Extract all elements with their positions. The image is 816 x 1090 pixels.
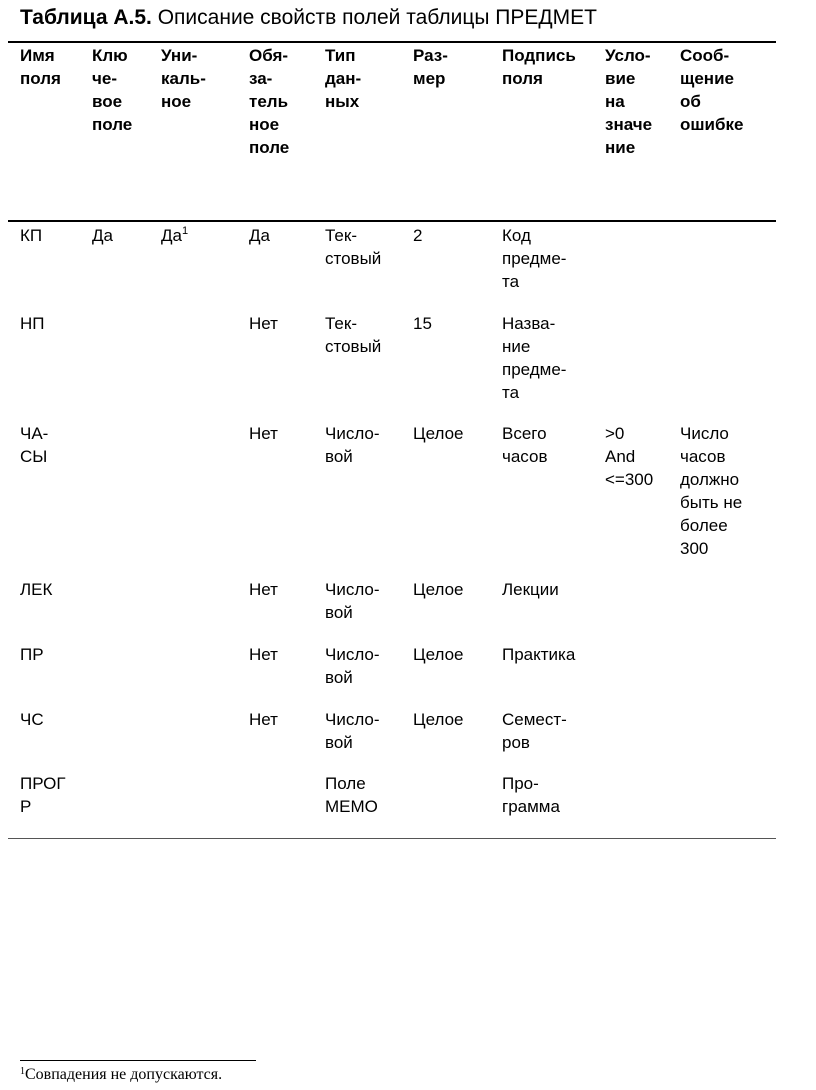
- cell-text: Целое: [413, 424, 464, 443]
- cell-text: Целое: [413, 645, 464, 664]
- cell-text: Тек- стовый: [325, 314, 382, 356]
- cell-field-caption: [502, 708, 567, 754]
- cell-text: Нет: [249, 424, 278, 443]
- cell-size: [413, 224, 422, 247]
- footnote-reference: 1: [181, 225, 189, 237]
- cell-text: Тек- стовый: [325, 226, 382, 268]
- cell-field-caption: [502, 578, 559, 601]
- cell-validation-rule: [605, 422, 653, 491]
- cell-text: Да: [249, 226, 270, 245]
- cell-field-caption: [502, 224, 566, 293]
- cell-size: [413, 643, 464, 666]
- cell-text: Целое: [413, 580, 464, 599]
- cell-data-type: [325, 643, 380, 689]
- cell-text: Число- вой: [325, 645, 380, 687]
- footnote-mark: 1: [20, 1066, 25, 1077]
- cell-size: [413, 578, 464, 601]
- footnote-text: Совпадения не допускаются.: [25, 1066, 223, 1083]
- cell-size: [413, 422, 464, 445]
- header-data-type: Тип дан- ных: [325, 46, 362, 111]
- cell-required: [249, 708, 278, 731]
- cell-required: [249, 578, 278, 601]
- cell-text: Всего часов: [502, 424, 548, 466]
- cell-field-name: [20, 708, 44, 731]
- cell-field-name: [20, 224, 42, 247]
- cell-text: Лекции: [502, 580, 559, 599]
- cell-text: Число- вой: [325, 710, 380, 752]
- cell-field-name: [20, 312, 45, 335]
- cell-text: Да: [161, 226, 182, 245]
- cell-text: 15: [413, 314, 432, 333]
- cell-field-name: [20, 422, 48, 468]
- table-bottom-rule: [8, 838, 776, 839]
- cell-data-type: [325, 578, 380, 624]
- cell-data-type: [325, 312, 381, 358]
- cell-field-name: [20, 772, 66, 818]
- header-unique: Уни- каль- ное: [161, 46, 206, 111]
- cell-unique: [161, 224, 188, 247]
- cell-text: Число- вой: [325, 580, 380, 622]
- cell-text: Нет: [249, 580, 278, 599]
- cell-text: ЧС: [20, 710, 44, 729]
- footnote-separator: [20, 1060, 256, 1061]
- cell-field-name: [20, 643, 44, 666]
- cell-text: Число часов должно быть не более 300: [680, 424, 743, 558]
- cell-data-type: [325, 708, 380, 754]
- cell-data-type: [325, 772, 378, 818]
- table-top-rule: [8, 41, 776, 43]
- header-key-field: Клю че- вое поле: [92, 46, 133, 134]
- header-error-message: Сооб- щение об ошибке: [680, 46, 744, 134]
- cell-text: Практика: [502, 645, 576, 664]
- cell-field-caption: [502, 772, 560, 818]
- cell-text: НП: [20, 314, 45, 333]
- cell-text: ЧА- СЫ: [20, 424, 49, 466]
- cell-key-field: [92, 224, 113, 247]
- cell-required: [249, 643, 278, 666]
- cell-text: Целое: [413, 710, 464, 729]
- cell-field-caption: [502, 312, 566, 404]
- header-validation-rule: Усло- вие на значе ние: [605, 46, 653, 157]
- cell-text: Семест- ров: [502, 710, 567, 752]
- cell-data-type: [325, 224, 381, 270]
- cell-text: Про- грамма: [502, 774, 560, 816]
- cell-text: ПР: [20, 645, 44, 664]
- cell-text: 2: [413, 226, 423, 245]
- cell-field-caption: [502, 422, 548, 468]
- cell-text: >0 And <=300: [605, 424, 654, 489]
- caption-text: Описание свойств полей таблицы ПРЕДМЕТ: [151, 6, 597, 29]
- cell-error-message: [680, 422, 742, 560]
- cell-text: ЛЕК: [20, 580, 53, 599]
- cell-size: [413, 312, 432, 335]
- cell-text: Нет: [249, 314, 278, 333]
- header-bottom-rule: [8, 220, 776, 222]
- cell-required: [249, 422, 278, 445]
- cell-required: [249, 312, 278, 335]
- header-required: Обя- за- тель ное поле: [249, 46, 290, 157]
- cell-text: КП: [20, 226, 43, 245]
- header-size: Раз- мер: [413, 46, 448, 88]
- cell-text: Нет: [249, 710, 278, 729]
- cell-text: Назва- ние предме- та: [502, 314, 567, 402]
- cell-text: Да: [92, 226, 113, 245]
- table-caption: [20, 6, 597, 30]
- cell-text: Число- вой: [325, 424, 380, 466]
- cell-text: Код предме- та: [502, 226, 567, 291]
- header-field-caption: Подпись поля: [502, 46, 576, 88]
- cell-field-caption: [502, 643, 575, 666]
- header-field-name: Имя поля: [20, 46, 61, 88]
- cell-text: Поле МЕМО: [325, 774, 378, 816]
- cell-size: [413, 708, 464, 731]
- cell-text: Нет: [249, 645, 278, 664]
- cell-data-type: [325, 422, 380, 468]
- cell-text: ПРОГ Р: [20, 774, 66, 816]
- footnote: [20, 1066, 222, 1084]
- cell-field-name: [20, 578, 52, 601]
- cell-required: [249, 224, 270, 247]
- caption-label: Таблица А.5.: [20, 6, 152, 29]
